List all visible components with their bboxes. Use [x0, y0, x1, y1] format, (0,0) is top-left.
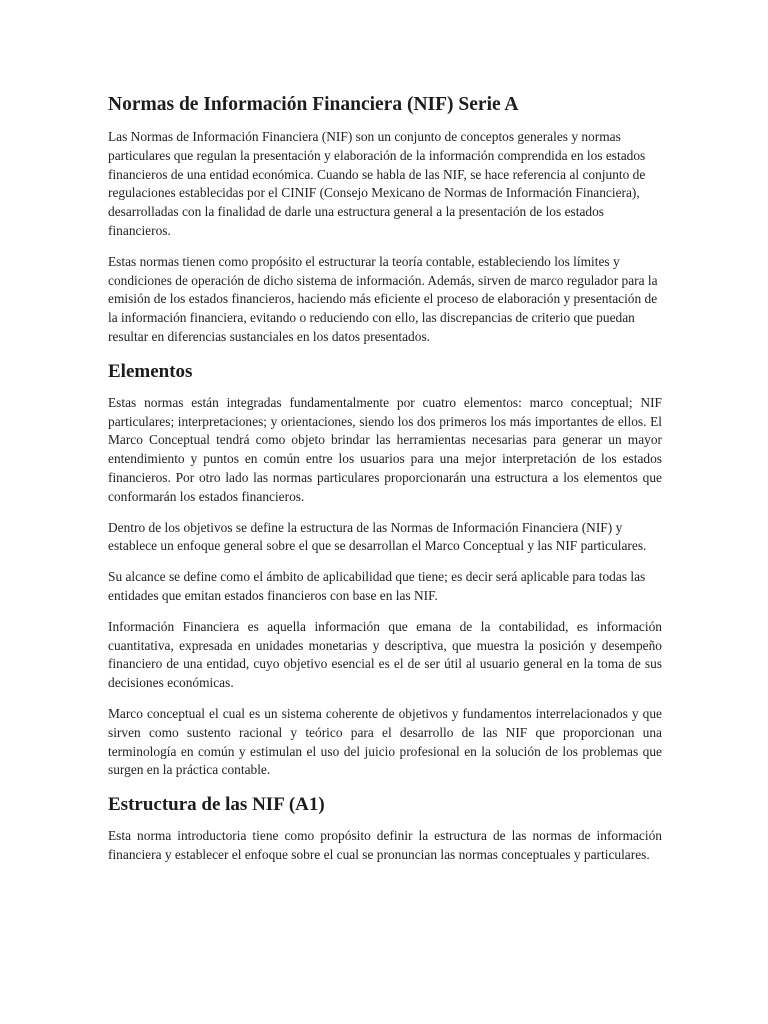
section-heading-elementos: Elementos: [108, 360, 193, 382]
elementos-paragraph-4: Información Financiera es aquella información que emana de la contabilidad, es información cuantitativa, expresada en unidades monetarias y descriptiva, que muestra la posición y desempeño financiero de una entidad, cuyo objetivo esencial es el de ser útil al usuario general en la toma de sus decisiones económicas.: [108, 618, 662, 691]
intro-paragraph-2: Estas normas tienen como propósito el estructurar la teoría contable, estableciendo los límites y condiciones de operación de dicho sistema de información. Además, sirven de marco regulador para la emisión de los estados financieros, haciendo más eficiente el proceso de elaboración y presentación de la información financiera, evitando o reduciendo con ello, las discrepancias de criterio que puedan resultar en diferencias sustanciales en los datos presentados.: [108, 253, 658, 344]
elementos-paragraph-2: Dentro de los objetivos se define la estructura de las Normas de Información Financiera (NIF) y establece un enfoque general sobre el que se desarrollan el Marco Conceptual y las NIF particulares.: [108, 519, 647, 554]
document-page: [108, 92, 662, 877]
document-title: Normas de Información Financiera (NIF) Serie A: [108, 94, 519, 115]
estructura-paragraph-1: Esta norma introductoria tiene como propósito definir la estructura de las normas de información financiera y establecer el enfoque sobre el cual se pronuncian las normas conceptuales y particulares.: [108, 828, 662, 862]
intro-paragraph-1: Las Normas de Información Financiera (NIF) son un conjunto de conceptos generales y normas particulares que regulan la presentación y elaboración de la información comprendida en los estados financieros de una entidad económica. Cuando se habla de las NIF, se hace referencia al conjunto de regulaciones establecidas por el CINIF (Consejo Mexicano de Normas de Información Financiera), desarrolladas con la finalidad de darle una estructura general a la presentación de los estados financieros.: [108, 129, 646, 238]
elementos-paragraph-1: Estas normas están integradas fundamentalmente por cuatro elementos: marco conceptual; NIF particulares; interpretaciones; y orientaciones, siendo los dos primeros los más importantes de ellos. El Marco Conceptual tendrá como objeto brindar las herramientas necesarias para generar un mayor entendimiento y puntos en común entre los usuarios para una mejor interpretación de los estados financieros. Por otro lado las normas particulares proporcionarán una estructura a los elementos que conformarán los estados financieros.: [108, 394, 662, 504]
section-heading-estructura: Estructura de las NIF (A1): [108, 794, 325, 816]
elementos-paragraph-3: Su alcance se define como el ámbito de aplicabilidad que tiene; es decir será aplicable para todas las entidades que emitan estados financieros con base en las NIF.: [108, 569, 646, 603]
elementos-paragraph-5: Marco conceptual el cual es un sistema coherente de objetivos y fundamentos interrelacionados y que sirven como sustento racional y teórico para el desarrollo de las NIF que proporcionan una terminología en común y estimulan el uso del juicio profesional en la solución de los problemas que surgen en la práctica contable.: [108, 705, 662, 778]
